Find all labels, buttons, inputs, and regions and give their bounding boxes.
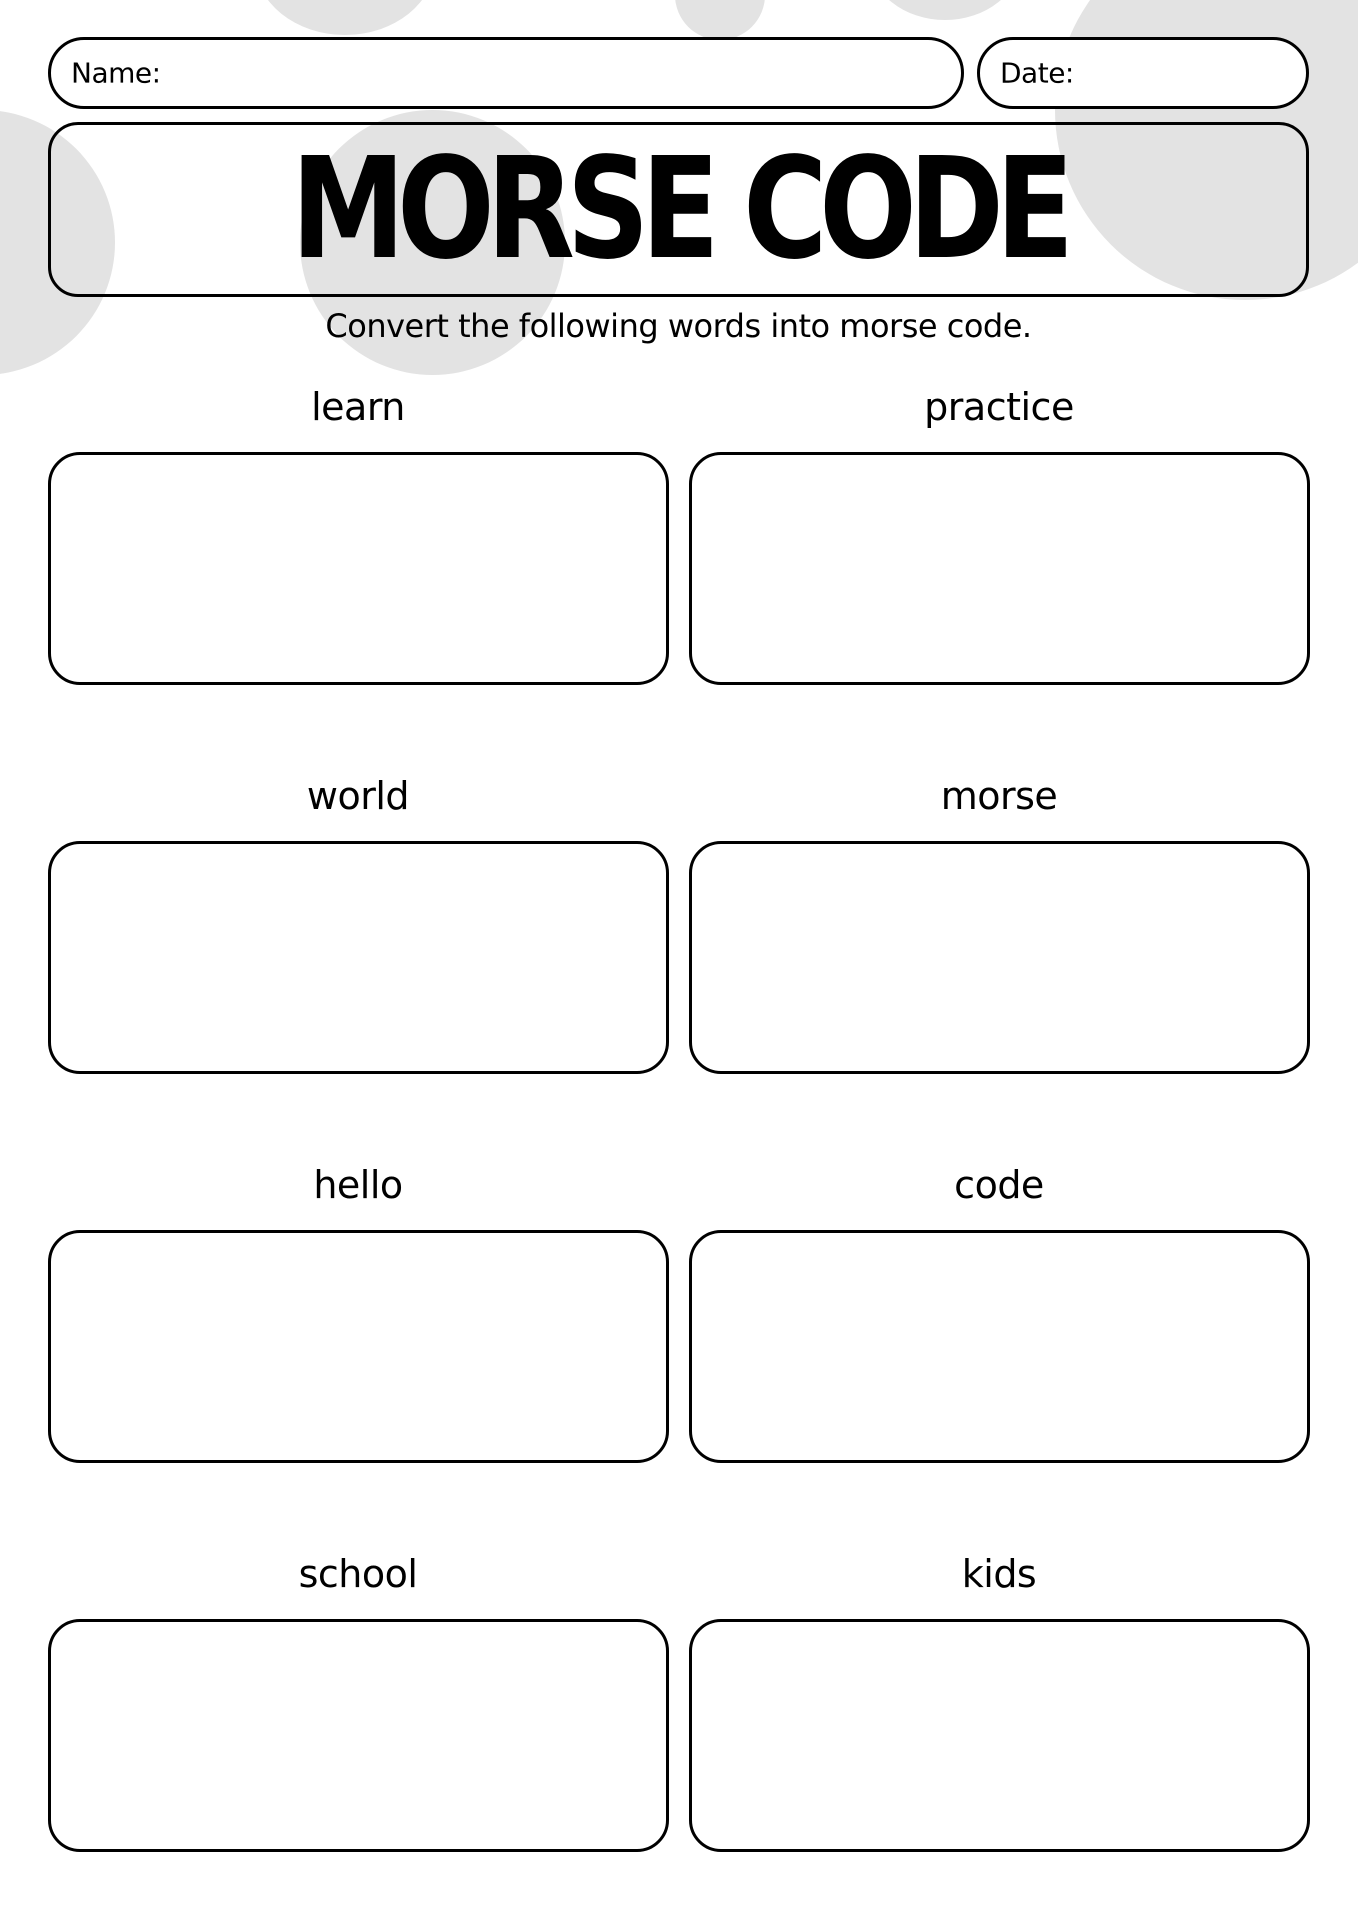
- decor-circle: [675, 0, 765, 40]
- answer-box-world[interactable]: [48, 841, 669, 1074]
- instruction-text: Convert the following words into morse code.: [325, 307, 1032, 345]
- word-label-code: code: [954, 1163, 1044, 1207]
- answer-box-hello[interactable]: [48, 1230, 669, 1463]
- word-label-hello: hello: [313, 1163, 403, 1207]
- word-label-morse: morse: [940, 774, 1058, 818]
- answer-box-practice[interactable]: [689, 452, 1310, 685]
- word-label-learn: learn: [311, 385, 405, 429]
- answer-box-school[interactable]: [48, 1619, 669, 1852]
- answer-box-learn[interactable]: [48, 452, 669, 685]
- date-field[interactable]: [977, 37, 1309, 109]
- page-title: MORSE CODE: [291, 128, 1066, 291]
- word-label-world: world: [306, 774, 410, 818]
- name-label: Name:: [71, 56, 161, 90]
- date-label: Date:: [1000, 56, 1074, 90]
- decor-circle: [255, 0, 435, 35]
- decor-circle: [870, 0, 1020, 20]
- answer-box-code[interactable]: [689, 1230, 1310, 1463]
- answer-box-kids[interactable]: [689, 1619, 1310, 1852]
- word-label-school: school: [298, 1552, 418, 1596]
- word-label-kids: kids: [961, 1552, 1037, 1596]
- word-label-practice: practice: [924, 385, 1074, 429]
- answer-box-morse[interactable]: [689, 841, 1310, 1074]
- name-field[interactable]: [48, 37, 964, 109]
